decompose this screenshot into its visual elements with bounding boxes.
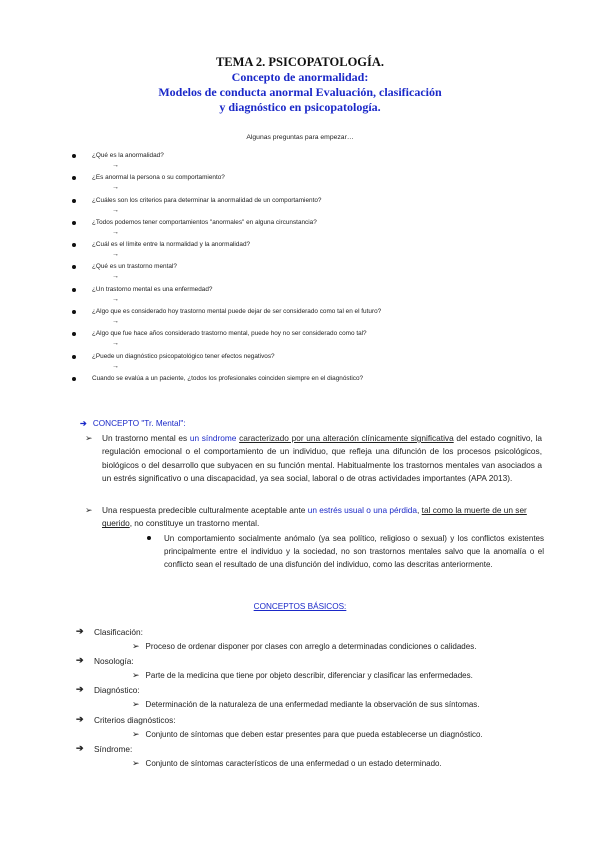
concept-heading-text: CONCEPTO "Tr. Mental": <box>92 419 186 428</box>
arrow-icon: → <box>112 184 119 192</box>
arrow-icon: → <box>112 273 119 281</box>
arrow-icon: ➔ <box>76 684 84 695</box>
arrowhead-bullet-icon: ➢ <box>132 641 140 651</box>
highlight-text: un estrés usual o una pérdida <box>307 505 418 515</box>
bullet-icon <box>72 310 76 314</box>
list-item <box>76 743 576 772</box>
arrowhead-bullet-icon: ➢ <box>132 699 140 710</box>
list-item: Cuando se evalúa a un paciente, ¿todos los profesionales coinciden siempre en el diagnóstico? <box>72 375 572 397</box>
term-label: Síndrome: <box>94 743 133 754</box>
term-definition: ➢ Determinación de la naturaleza de una enfermedad mediante la observación de sus síntomas. <box>132 699 480 710</box>
arrow-icon: → <box>112 295 119 303</box>
term-label: Nosología: <box>94 656 134 667</box>
arrow-icon: ➔ <box>80 419 87 428</box>
arrow-icon: → <box>112 340 119 348</box>
definition-paragraph: ➢ Un trastorno mental es un síndrome caracterizado por una alteración clínicamente significativa del estado cognitivo, la regulación emocional o el comportamiento de un individuo, que refleja una difunción de los procesos psicológicos, biológicos o del desarrollo que subyacen en su función mental. Habitualmente los trastornos mentales van asociados a un estrés significativo o una discapacidad, ya sea social, laboral o de otras actividades importantes (APA 2013). <box>85 433 543 484</box>
arrowhead-bullet-icon: ➢ <box>132 757 140 768</box>
bullet-icon <box>72 265 76 269</box>
list-item: ¿Algo que es considerado hoy trastorno mental puede dejar de ser considerado como tal en el futuro? → <box>72 308 572 330</box>
arrow-icon: → <box>112 318 119 326</box>
list-item <box>76 684 576 713</box>
concept-heading <box>80 418 186 428</box>
arrowhead-bullet-icon: ➢ <box>85 505 93 515</box>
list-item <box>76 714 576 743</box>
subtitle-line-3: y diagnóstico en psicopatología. <box>219 100 381 114</box>
arrow-icon: ➔ <box>76 713 84 724</box>
underlined-text: tal como la muerte de un ser querido <box>102 505 527 529</box>
bullet-icon <box>72 199 76 203</box>
underlined-text: caracterizado por una alteración clínicamente significativa <box>239 433 454 443</box>
highlight-text: un síndrome <box>189 433 237 443</box>
subtitle-line-2: Modelos de conducta anormal Evaluación, clasificación <box>158 85 442 99</box>
list-item: ¿Algo que fue hace años considerado trastorno mental, puede hoy no ser considerado como tal? → <box>72 330 572 352</box>
arrowhead-bullet-icon: ➢ <box>132 728 140 739</box>
bullet-icon <box>72 332 76 336</box>
term-definition: ➢ Conjunto de síntomas característicos de una enfermedad o un estado determinado. <box>132 757 442 768</box>
bullet-icon <box>72 154 76 158</box>
list-item <box>76 655 576 684</box>
terms-list <box>76 626 576 772</box>
sub-bullet-paragraph: Un comportamiento socialmente anómalo (ya sea político, religioso o sexual) y los conflictos existentes principalmente entre el individuo y la sociedad, no son trastornos mentales salvo que la anomalía o el conflicto sean el resultado de una disfunción del individuo, como las descritas anteriormente. <box>164 532 544 572</box>
arrow-icon: ➔ <box>76 742 84 753</box>
arrow-icon: → <box>112 162 119 169</box>
list-item: ¿Es anormal la persona o su comportamiento? → <box>72 174 572 196</box>
term-definition: ➢ Conjunto de síntomas que deben estar presentes para que pueda establecerse un diagnóstico. <box>132 728 483 739</box>
subtitle-line-1: Concepto de anormalidad: <box>231 70 369 84</box>
page-title: TEMA 2. PSICOPATOLOGÍA. <box>215 55 385 69</box>
list-item: ¿Todos podemos tener comportamientos "anormales" en alguna circunstancia? → <box>72 219 572 241</box>
intro-text: Algunas preguntas para empezar… <box>246 134 354 141</box>
list-item <box>76 626 576 655</box>
term-definition: ➢ Proceso de ordenar disponer por clases con arreglo a determinadas condiciones o calidades. <box>132 641 477 651</box>
list-item: ¿Un trastorno mental es una enfermedad? → <box>72 286 572 308</box>
bullet-icon <box>72 377 76 381</box>
list-item: ¿Qué es un trastorno mental? → <box>72 263 572 285</box>
arrow-icon: → <box>112 362 119 370</box>
question-list <box>72 152 572 397</box>
basics-heading: CONCEPTOS BÁSICOS: <box>253 602 347 611</box>
bullet-icon <box>72 221 76 225</box>
exception-paragraph: ➢ Una respuesta predecible culturalmente aceptable ante un estrés usual o una pérdida, tal como la muerte de un ser querido, no constituye un trastorno mental. <box>85 505 527 529</box>
arrow-icon: → <box>112 206 119 214</box>
list-item: ¿Cuáles son los criterios para determinar la anormalidad de un comportamiento? → <box>72 197 572 219</box>
term-label: Criterios diagnósticos: <box>94 714 176 725</box>
arrowhead-bullet-icon: ➢ <box>132 670 140 681</box>
arrow-icon: → <box>112 251 119 259</box>
bullet-icon <box>147 536 151 540</box>
term-definition: ➢ Parte de la medicina que tiene por objeto describir, diferenciar y clasificar las enfermedades. <box>132 670 473 681</box>
arrow-icon: ➔ <box>76 655 84 666</box>
arrow-icon: ➔ <box>76 626 84 636</box>
bullet-icon <box>72 288 76 292</box>
term-label: Clasificación: <box>94 627 143 637</box>
term-label: Diagnóstico: <box>94 685 140 696</box>
bullet-icon <box>72 176 76 180</box>
list-item: ¿Cuál es el límite entre la normalidad y la anormalidad? → <box>72 241 572 263</box>
arrowhead-bullet-icon: ➢ <box>85 433 93 443</box>
bullet-icon <box>72 243 76 247</box>
bullet-icon <box>72 355 76 359</box>
arrow-icon: → <box>112 228 119 236</box>
list-item: ¿Puede un diagnóstico psicopatológico tener efectos negativos? → <box>72 353 572 375</box>
list-item: ¿Qué es la anormalidad? → <box>72 152 572 174</box>
title-block <box>0 54 600 115</box>
